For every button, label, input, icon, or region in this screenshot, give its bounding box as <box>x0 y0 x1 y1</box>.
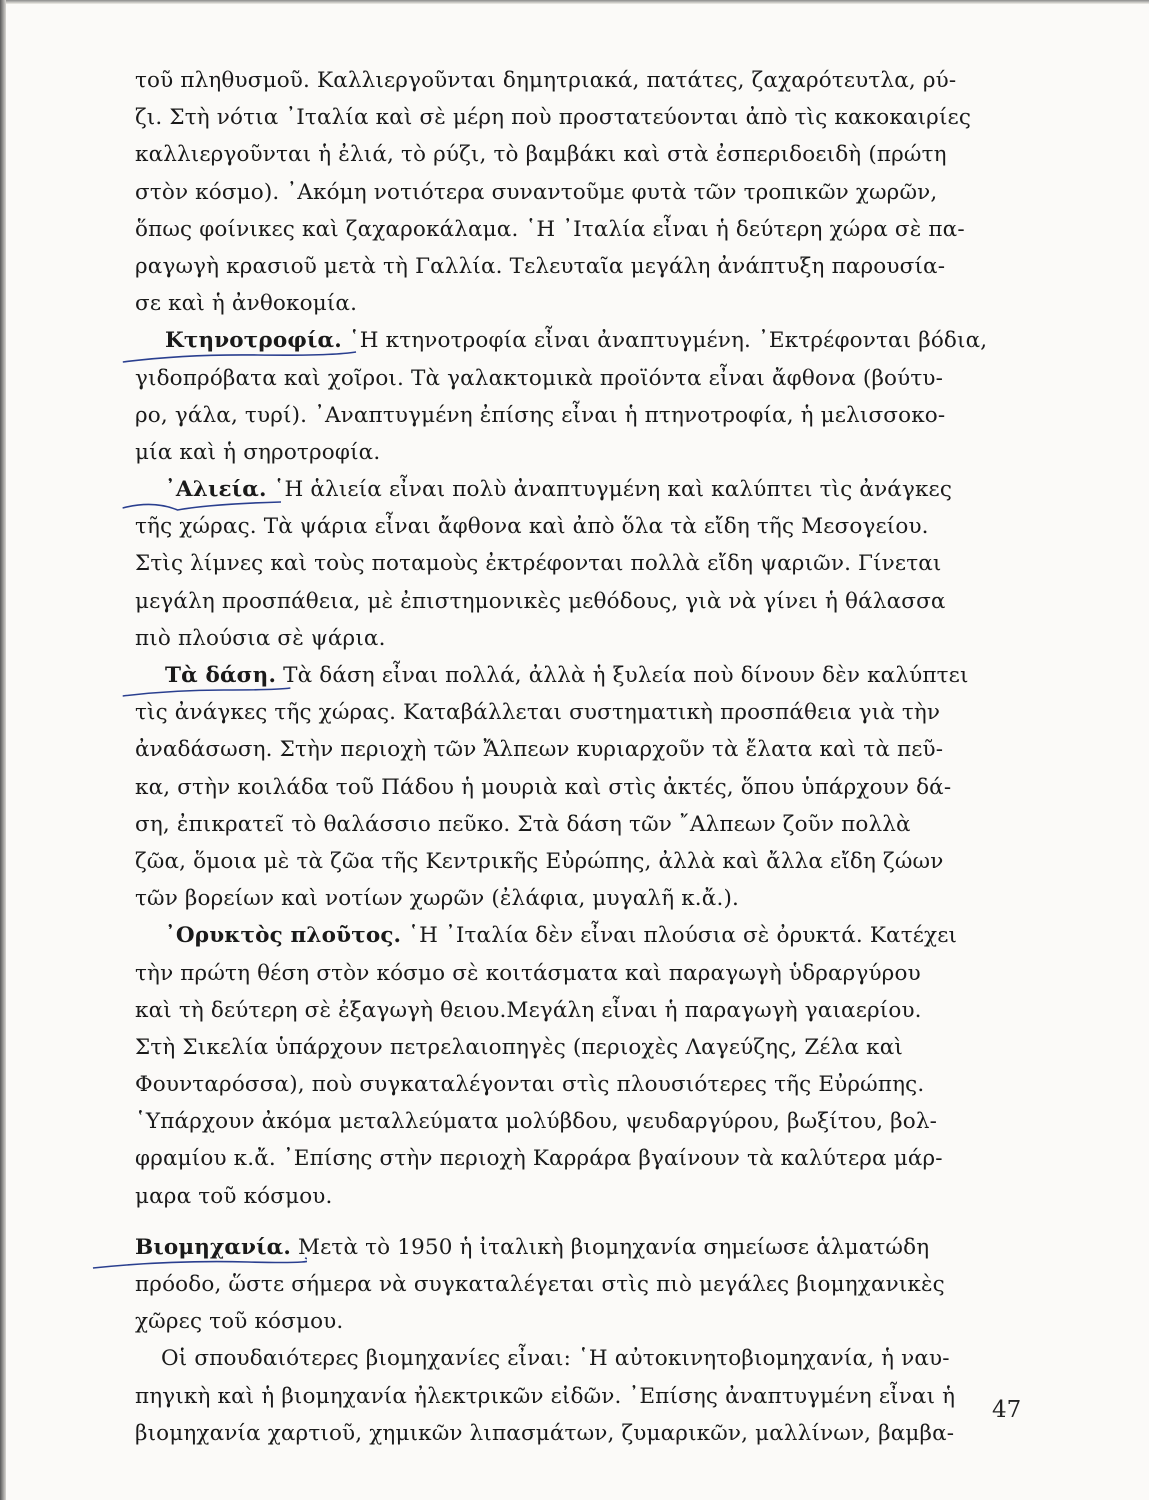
text-line: τῆς χώρας. Τὰ ψάρια εἶναι ἄφθονα καὶ ἀπὸ ὅλα τὰ εἴδη τῆς Μεσογείου. <box>135 514 929 540</box>
text-line: φραμίου κ.ἄ. ᾿Επίσης στὴν περιοχὴ Καρράρα βγαίνουν τὰ καλύτερα μάρ- <box>135 1146 943 1172</box>
heading-text: Βιομηχανία. <box>135 1234 291 1260</box>
section-heading-minerals <box>165 917 401 954</box>
scan-edge-top <box>0 0 1149 4</box>
text-run: ῾Η κτηνοτροφία εἶναι ἀναπτυγμένη. ᾿Εκτρέφονται βόδια, <box>341 328 988 354</box>
text-line: τὶς ἀνάγκες τῆς χώρας. Καταβάλλεται συστηματικὴ προσπάθεια γιὰ τὴν <box>135 700 941 726</box>
text-line: ση, ἐπικρατεῖ τὸ θαλάσσιο πεῦκο. Στὰ δάση τῶν ῎Αλπεων ζοῦν πολλὰ <box>135 811 911 837</box>
text-line <box>135 1229 1025 1266</box>
paragraph-livestock <box>135 322 1025 471</box>
section-heading-forests <box>165 657 276 694</box>
text-line: καλλιεργοῦνται ἡ ἐλιά, τὸ ρύζι, τὸ βαμβάκι καὶ στὰ ἐσπεριδοειδὴ (πρώτη <box>135 142 947 168</box>
text-run: ῾Η ἁλιεία εἶναι πολὺ ἀναπτυγμένη καὶ καλύπτει τὶς ἀνάγκες <box>266 477 953 503</box>
paragraph-fishing <box>135 471 1025 657</box>
text-line: τὴν πρώτη θέση στὸν κόσμο σὲ κοιτάσματα καὶ παραγωγὴ ὑδραργύρου <box>135 960 921 986</box>
text-line: μαρα τοῦ κόσμου. <box>135 1183 333 1209</box>
paragraph-industries-list <box>135 1340 1025 1452</box>
text-line <box>135 322 1025 359</box>
scan-edge-left <box>0 0 6 1500</box>
text-line: ἀναδάσωση. Στὴν περιοχὴ τῶν Ἄλπεων κυριαρχοῦν τὰ ἔλατα καὶ τὰ πεῦ- <box>135 737 944 763</box>
section-heading-fishing <box>165 471 267 508</box>
paragraph-industry <box>135 1229 1025 1341</box>
heading-text: ᾿Ορυκτὸς πλοῦτος. <box>165 923 402 949</box>
text-line: πιὸ πλούσια σὲ ψάρια. <box>135 625 386 651</box>
text-line: ὅπως φοίνικες καὶ ζαχαροκάλαμα. ῾Η ᾿Ιταλία εἶναι ἡ δεύτερη χώρα σὲ πα- <box>135 216 965 242</box>
paragraph-agriculture <box>135 62 1025 322</box>
text-line: βιομηχανία χαρτιοῦ, χημικῶν λιπασμάτων, ζυμαρικῶν, μαλλίνων, βαμβα- <box>135 1420 955 1446</box>
text-line: τοῦ πληθυσμοῦ. Καλλιεργοῦνται δημητριακά, πατάτες, ζαχαρότευτλα, ρύ- <box>135 68 957 93</box>
section-heading-livestock <box>165 322 342 359</box>
text-line: ζι. Στὴ νότια ᾿Ιταλία καὶ σὲ μέρη ποὺ προστατεύονται ἀπὸ τὶς κακοκαιρίες <box>135 105 972 131</box>
text-line: Φουνταρόσσα), ποὺ συγκαταλέγονται στὶς πλουσιότερες τῆς Εὐρώπης. <box>135 1072 925 1098</box>
text-line: στὸν κόσμο). ᾿Ακόμη νοτιότερα συναντοῦμε φυτὰ τῶν τροπικῶν χωρῶν, <box>135 179 938 205</box>
paragraph-gap <box>135 1215 1025 1229</box>
text-line: καὶ τὴ δεύτερη σὲ ἐξαγωγὴ θειου.Μεγάλη εἶναι ἡ παραγωγὴ γαιαερίου. <box>135 997 922 1023</box>
text-line: μεγάλη προσπάθεια, μὲ ἐπιστημονικὲς μεθόδους, γιὰ νὰ γίνει ἡ θάλασσα <box>135 588 946 614</box>
heading-text: Τὰ δάση. <box>165 663 277 688</box>
heading-text: Κτηνοτροφία. <box>165 328 342 354</box>
text-run: Τὰ δάση εἶναι πολλά, ἀλλὰ ἡ ξυλεία ποὺ δίνουν δὲν καλύπτει <box>276 663 969 688</box>
paragraph-minerals <box>135 917 1025 1215</box>
text-line <box>135 917 1025 954</box>
text-line: ραγωγὴ κρασιοῦ μετὰ τὴ Γαλλία. Τελευταῖα μεγάλη ἀνάπτυξη παρουσία- <box>135 253 946 279</box>
text-line: γιδοπρόβατα καὶ χοῖροι. Τὰ γαλακτομικὰ προϊόντα εἶναι ἄφθονα (βούτυ- <box>135 365 944 391</box>
text-line: ζῶα, ὅμοια μὲ τὰ ζῶα τῆς Κεντρικῆς Εὐρώπης, ἀλλὰ καὶ ἄλλα εἴδη ζώων <box>135 848 944 874</box>
heading-text: ᾿Αλιεία. <box>165 477 267 503</box>
text-line: Οἱ σπουδαιότερες βιομηχανίες εἶναι: ῾Η αὐτοκινητοβιομηχανία, ἡ ναυ- <box>161 1346 950 1372</box>
text-line: Στὶς λίμνες καὶ τοὺς ποταμοὺς ἐκτρέφονται πολλὰ εἴδη ψαριῶν. Γίνεται <box>135 551 942 577</box>
text-line: πρόοδο, ὥστε σήμερα νὰ συγκαταλέγεται στὶς πιὸ μεγάλες βιομηχανικὲς <box>135 1272 945 1297</box>
text-line <box>135 471 1025 508</box>
paragraph-forests <box>135 657 1025 917</box>
text-line: σε καὶ ἡ ἀνθοκομία. <box>135 291 358 317</box>
text-line: τῶν βορείων καὶ νοτίων χωρῶν (ἐλάφια, μυγαλῆ κ.ἄ.). <box>135 886 739 912</box>
text-line: μία καὶ ἡ σηροτροφία. <box>135 439 381 465</box>
text-line: χῶρες τοῦ κόσμου. <box>135 1309 344 1335</box>
text-line: Στὴ Σικελία ὑπάρχουν πετρελαιοπηγὲς (περιοχὲς Λαγεύζης, Ζέλα καὶ <box>135 1034 903 1060</box>
text-run: Μετὰ τὸ 1950 ἡ ἰταλικὴ βιομηχανία σημείωσε ἁλματώδη <box>290 1234 930 1260</box>
text-line: κα, στὴν κοιλάδα τοῦ Πάδου ἡ μουριὰ καὶ στὶς ἀκτές, ὅπου ὑπάρχουν δά- <box>135 774 952 800</box>
text-run: ῾Η ᾿Ιταλία δὲν εἶναι πλούσια σὲ ὀρυκτά. Κατέχει <box>401 923 958 949</box>
text-line: πηγικὴ καὶ ἡ βιομηχανία ἠλεκτρικῶν εἰδῶν. ᾿Επίσης ἀναπτυγμένη εἶναι ἡ <box>135 1383 956 1409</box>
section-heading-industry <box>135 1229 291 1266</box>
text-line: ρο, γάλα, τυρί). ᾿Αναπτυγμένη ἐπίσης εἶναι ἡ πτηνοτροφία, ἡ μελισσοκο- <box>135 402 946 428</box>
text-block <box>135 62 1025 1452</box>
text-line <box>135 657 1025 694</box>
page-number: 47 <box>992 1397 1022 1423</box>
text-line: ῾Υπάρχουν ἀκόμα μεταλλεύματα μολύβδου, ψευδαργύρου, βωξίτου, βολ- <box>135 1109 938 1135</box>
